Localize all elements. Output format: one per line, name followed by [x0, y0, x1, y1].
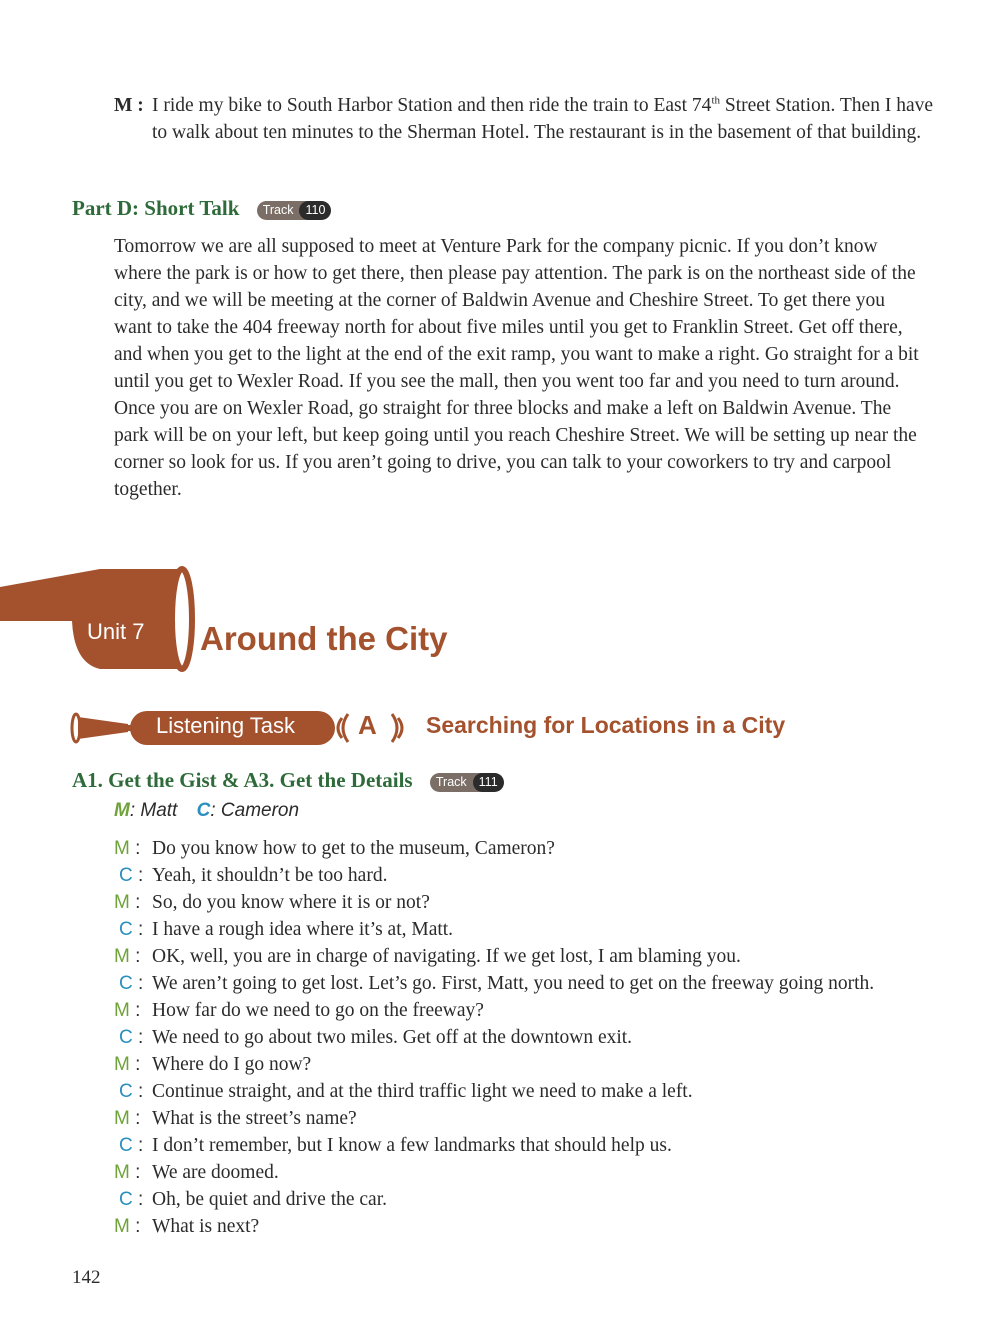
dialogue-text: We need to go about two miles. Get off at the downtown exit. [152, 1027, 633, 1048]
dialogue-text: How far do we need to go on the freeway? [152, 1000, 484, 1021]
dialogue-text-part2: Street Station. Then I have to walk about ten minutes to the Sherman Hotel. The restaurant is in the basement of that building. [152, 95, 934, 143]
top-dialogue-line [114, 92, 934, 146]
legend-m-letter: M [114, 800, 130, 821]
speaker-label: M : [114, 1216, 141, 1237]
speaker-letter: M [114, 1162, 130, 1183]
legend-m-name: : Matt [129, 800, 178, 821]
track-number: 110 [299, 201, 331, 220]
dialogue-text-part1: I ride my bike to South Harbor Station and then ride the train to East 74 [152, 95, 712, 116]
dialogue-line [114, 1132, 914, 1159]
dialogue-text: We aren’t going to get lost. Let’s go. First, Matt, you need to get on the freeway going north. [152, 973, 875, 994]
dialogue-line [114, 1213, 914, 1240]
dialogue-text: I don’t remember, but I know a few landmarks that should help us. [152, 1135, 672, 1156]
speaker-label: C : [119, 973, 144, 994]
sound-wave-left-1 [343, 714, 348, 742]
speaker-label: C : [119, 865, 144, 886]
dialogue-text: What is the street’s name? [152, 1108, 357, 1129]
listening-task-letter: A [358, 710, 377, 740]
part-d-heading [72, 196, 331, 221]
dialogue-list [114, 835, 914, 1240]
speaker-letter: C [119, 1027, 133, 1048]
section-a-heading [72, 768, 504, 793]
dialogue-text: Oh, be quiet and drive the car. [152, 1189, 387, 1210]
speaker-label: M : [114, 838, 141, 859]
dialogue-line [114, 1186, 914, 1213]
dialogue-text: Where do I go now? [152, 1054, 312, 1075]
short-talk-paragraph: Tomorrow we are all supposed to meet at Venture Park for the company picnic. If you don’t know where the park is or how to get there, then please pay attention. The park is on the northeast side of the city, and we will be meeting at the corner of Baldwin Avenue and Cheshire Street. To get there you want to take the 404 freeway north for about five miles until you get to Franklin Street. Get off there, and when you get to the light at the end of the exit ramp, you want to make a right. Go straight for a bit until you get to Wexler Road. If you see the mall, then you went too far and you need to turn around. Once you are on Wexler Road, go straight for three blocks and make a left on Baldwin Avenue. The park will be on your left, but keep going until you reach Cheshire Street. We will be setting up near the corner so look for us. If you aren’t going to drive, you can talk to your coworkers to try and carpool together. [114, 236, 919, 500]
dialogue-line [114, 916, 914, 943]
speaker-label: M : [114, 95, 144, 116]
sound-wave-left-2 [338, 718, 342, 738]
dialogue-line [114, 997, 914, 1024]
dialogue-text: Do you know how to get to the museum, Cameron? [152, 838, 555, 859]
dialogue-text: I have a rough idea where it’s at, Matt. [152, 919, 454, 940]
track-badge[interactable] [430, 773, 504, 792]
speaker-letter: M [114, 1054, 130, 1075]
speaker-label: M : [114, 946, 141, 967]
speaker-letter: M [114, 838, 130, 859]
superscript: th [711, 94, 720, 107]
speaker-letter: M [114, 1000, 130, 1021]
track-badge[interactable] [257, 201, 332, 220]
listening-task-title: Searching for Locations in a City [426, 712, 786, 738]
dialogue-text: What is next? [152, 1216, 260, 1237]
unit-title: Around the City [200, 620, 448, 657]
dialogue-text: So, do you know where it is or not? [152, 892, 430, 913]
listening-task-label: Listening Task [156, 713, 296, 738]
speaker-letter: C [119, 1135, 133, 1156]
track-label: Track [262, 203, 294, 218]
speaker-label: M : [114, 1162, 141, 1183]
speaker-letter: C [119, 1189, 133, 1210]
speaker-label: M : [114, 1108, 141, 1129]
dialogue-line [114, 943, 914, 970]
dialogue-line [114, 970, 914, 997]
speaker-label: M : [114, 1000, 141, 1021]
dialogue-line [114, 1078, 914, 1105]
unit-banner-megaphone [0, 563, 470, 675]
sound-wave-right-1 [392, 714, 397, 742]
legend-c-name: : Cameron [210, 800, 300, 821]
page-number: 142 [72, 1267, 101, 1288]
dialogue-line [114, 889, 914, 916]
speaker-legend [114, 800, 299, 822]
speaker-label: C : [119, 1189, 144, 1210]
part-d-title: Part D: Short Talk [72, 196, 240, 220]
dialogue-text [152, 92, 934, 146]
speaker-letter: M [114, 1108, 130, 1129]
dialogue-line [114, 1051, 914, 1078]
dialogue-line [114, 862, 914, 889]
dialogue-text: Yeah, it shouldn’t be too hard. [152, 865, 388, 886]
speaker-label: C : [119, 1081, 144, 1102]
dialogue-line [114, 1105, 914, 1132]
dialogue-line [114, 835, 914, 862]
speaker-letter: C [119, 865, 133, 886]
legend-c-letter: C [196, 800, 211, 821]
sound-wave-right-2 [398, 718, 402, 738]
speaker-letter: C [119, 1081, 133, 1102]
megaphone-rim-fill [172, 569, 192, 669]
dialogue-text: Continue straight, and at the third traffic light we need to make a left. [152, 1081, 693, 1102]
speaker-letter: C [119, 973, 133, 994]
dialogue-text: We are doomed. [152, 1162, 279, 1183]
speaker-label: C : [119, 919, 144, 940]
track-label: Track [435, 775, 467, 790]
speaker-letter: M [114, 892, 130, 913]
horn-tube [78, 717, 128, 739]
dialogue-line [114, 1024, 914, 1051]
speaker-label: C : [119, 1135, 144, 1156]
dialogue-text: OK, well, you are in charge of navigating. If we get lost, I am blaming you. [152, 946, 741, 967]
speaker-letter: M [114, 1216, 130, 1237]
speaker-letter: M [114, 946, 130, 967]
speaker-letter: C [119, 919, 133, 940]
track-number: 111 [473, 773, 504, 792]
speaker-label: M : [114, 892, 141, 913]
unit-label: Unit 7 [87, 619, 145, 644]
dialogue-line [114, 1159, 914, 1186]
speaker-label: C : [119, 1027, 144, 1048]
speaker-label: M : [114, 1054, 141, 1075]
section-a-title: A1. Get the Gist & A3. Get the Details [72, 768, 413, 792]
